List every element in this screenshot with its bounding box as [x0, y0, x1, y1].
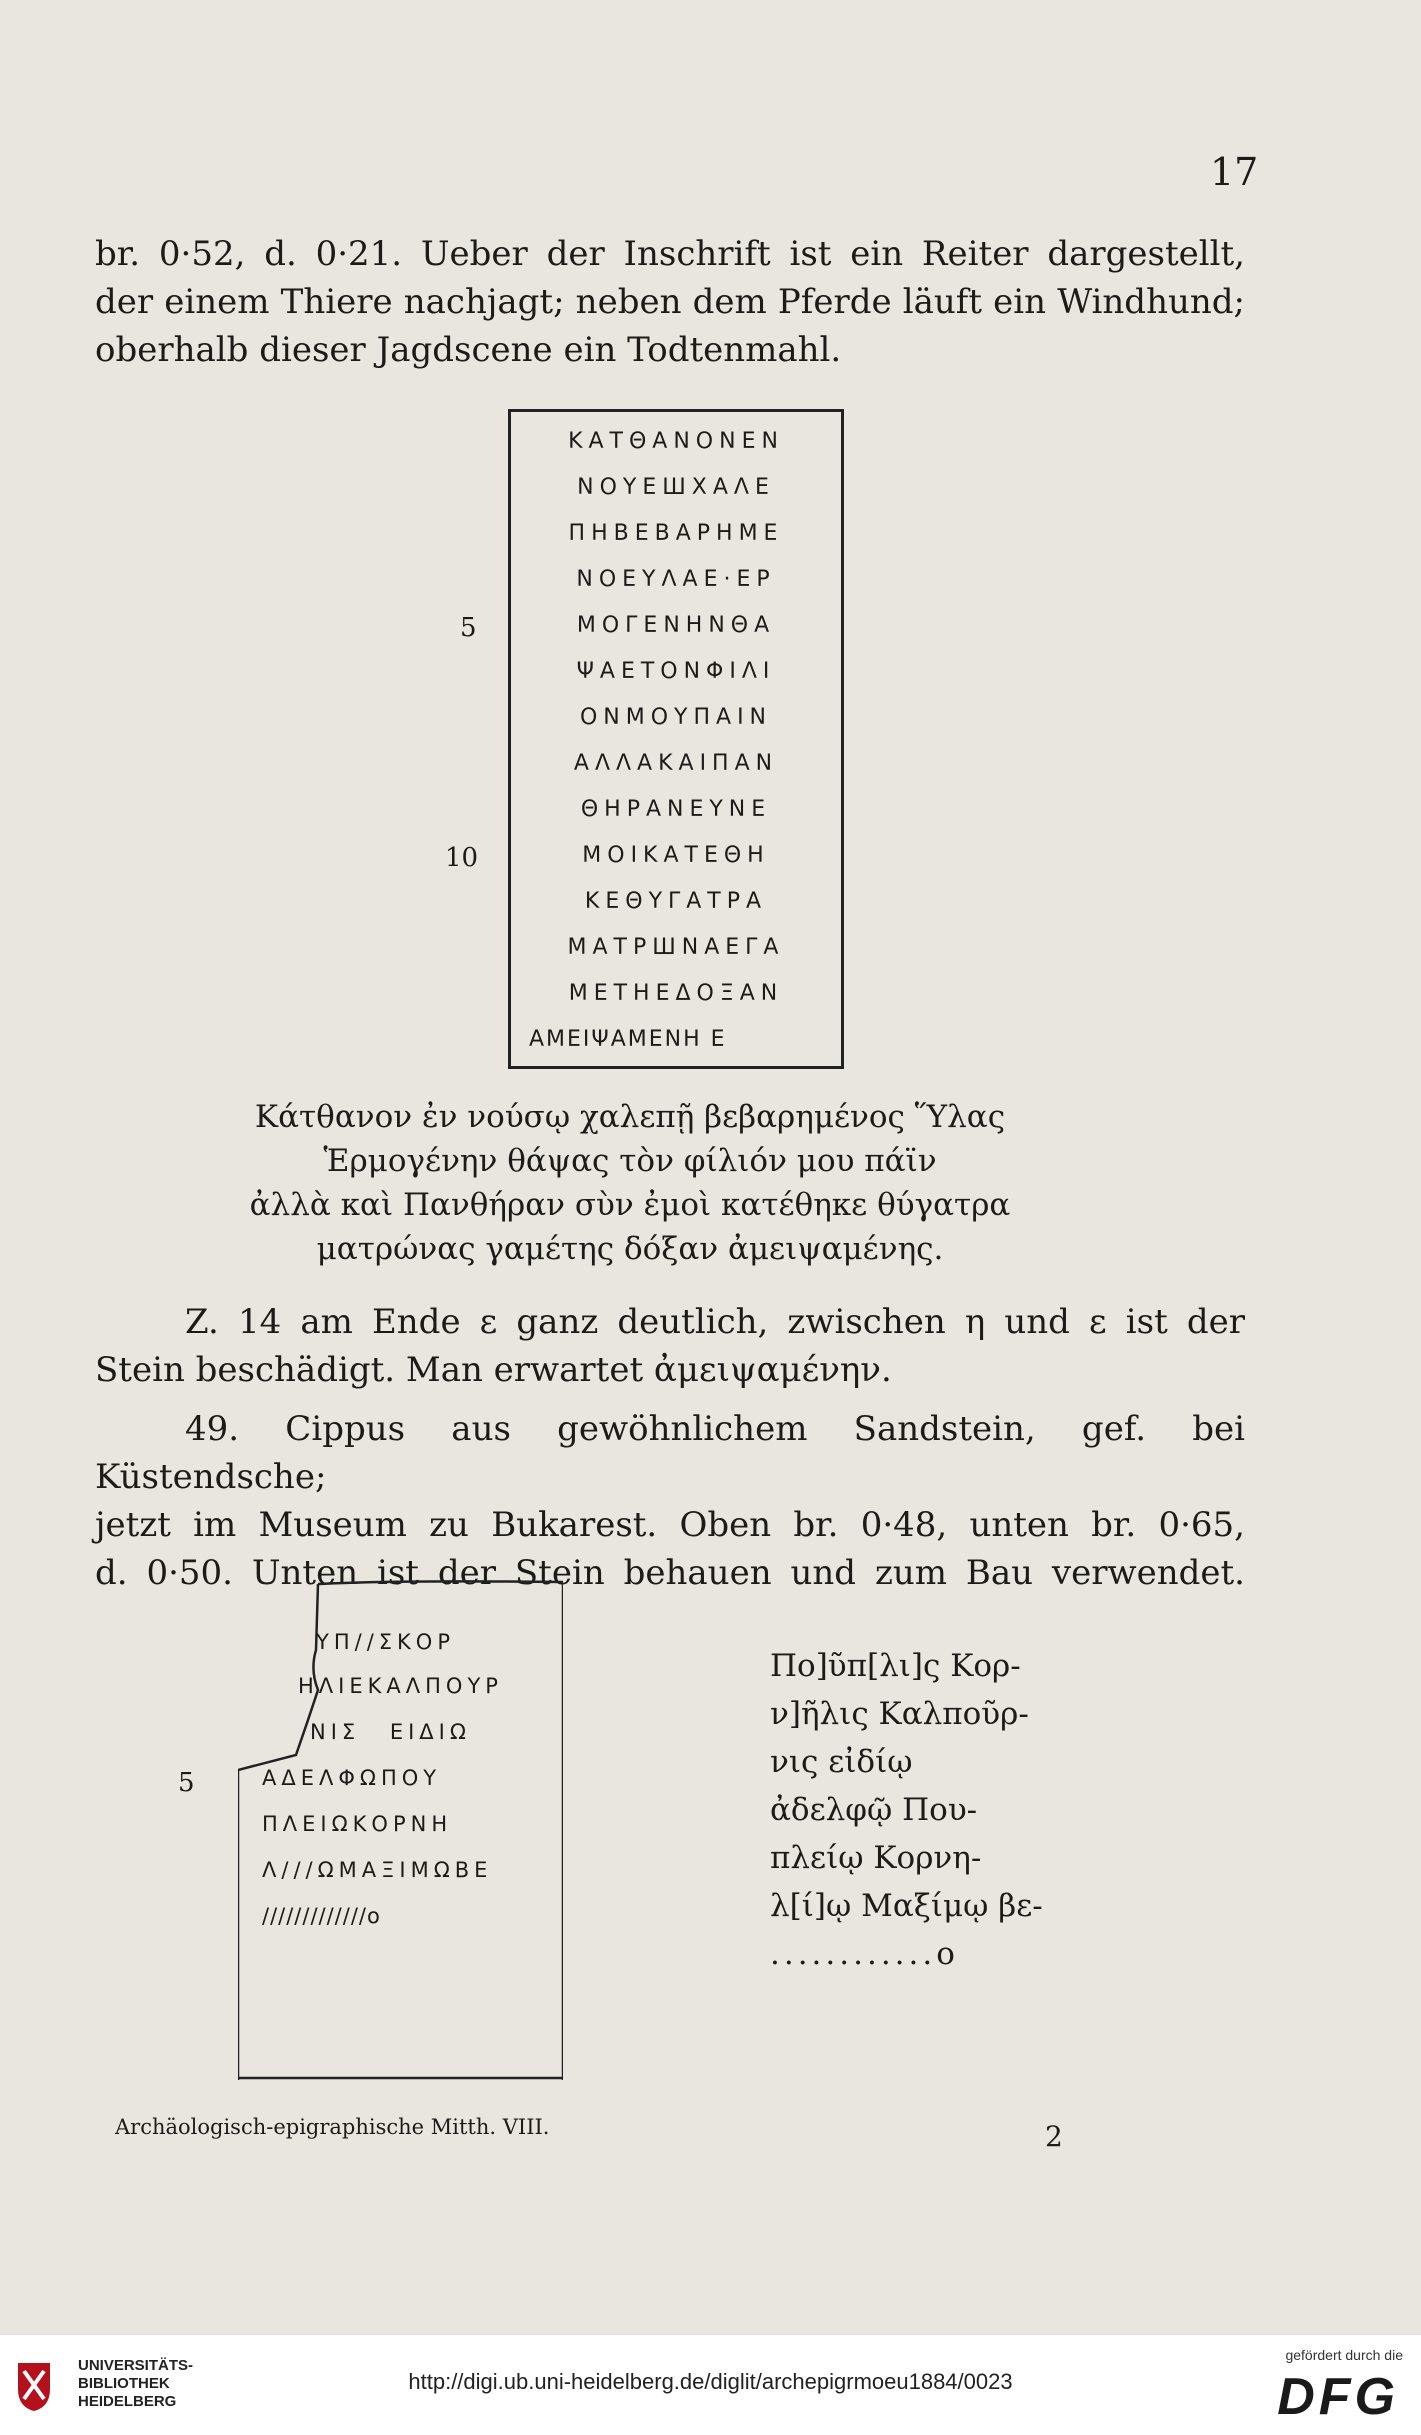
- paragraph-line: d. 0·50. Unten ist der Stein behauen und zum Bau verwendet.: [95, 1553, 1245, 1593]
- transcription-line: λ[ί]ῳ Μαξίμῳ βε-: [770, 1888, 1043, 1924]
- inscription-line: ΜΟΙΚΑΤΕΘΗ: [582, 843, 770, 868]
- inscription-line: ΨΑΕΤΟΝΦΙΛΙ: [576, 659, 776, 684]
- inscription-box-1: [508, 409, 844, 1069]
- inscription-line: ΝΟΕΥΛΑΕ·ΕΡ: [576, 567, 776, 592]
- paragraph-line: 49. Cippus aus gewöhnlichem Sandstein, gef. bei Küstendsche;: [95, 1409, 1245, 1497]
- greek-verse-line: ματρώνας γαμέτης δόξαν ἀμειψαμένης.: [316, 1231, 944, 1267]
- inscription-line: /////////////ο: [262, 1904, 381, 1928]
- inscription-line: ΜΕΤΗΕΔΟΞΑΝ: [568, 981, 784, 1006]
- entry-49-paragraph: [95, 1405, 1245, 1597]
- inscription-line: ΑΛΛΑΚΑΙΠΑΝ: [573, 751, 779, 776]
- permalink-url[interactable]: http://digi.ub.uni-heidelberg.de/diglit/archepigrmoeu1884/0023: [408, 2369, 1013, 2394]
- line-number: 5: [178, 1768, 195, 1798]
- transcription-line: Πο]ῦπ[λι]ς Κορ-: [770, 1648, 1021, 1684]
- line-number: 10: [445, 843, 479, 873]
- transcription-line: νις εἰδίῳ: [770, 1744, 913, 1780]
- inscription-line: ΠΛΕΙΩΚΟΡΝΗ: [262, 1812, 453, 1836]
- greek-verse-line: Ἑρμογένην θάψας τὸν φίλιόν μου πάϊν: [323, 1143, 937, 1179]
- viewer-footer-bar: [0, 2334, 1421, 2435]
- greek-verse-line: ἀλλὰ καὶ Πανθήραν σὺν ἐμοὶ κατέθηκε θύγατρα: [249, 1187, 1011, 1223]
- institution-line: BIBLIOTHEK: [78, 2375, 170, 2392]
- paragraph-line: Stein beschädigt. Man erwartet ἀμειψαμένην.: [95, 1350, 892, 1390]
- inscription-line: ΜΑΤΡШΝΑΕΓΑ: [567, 935, 785, 960]
- inscription-box-2: [238, 1580, 563, 2080]
- paragraph-line: jetzt im Museum zu Bukarest. Oben br. 0·48, unten br. 0·65,: [95, 1505, 1245, 1545]
- funded-by-label: gefördert durch die: [1285, 2347, 1403, 2363]
- intro-paragraph: [95, 230, 1245, 374]
- paragraph-line: oberhalb dieser Jagdscene ein Todtenmahl.: [95, 330, 842, 370]
- inscription-line: ΑΜΕΙΨΑΜΕΝΗ Ε: [529, 1027, 727, 1052]
- inscription-line: ΚΑΤΘΑΝΟΝΕΝ: [568, 429, 784, 454]
- signature-mark: 2: [1045, 2120, 1063, 2153]
- inscription-line: ΝΙΣ ΕΙΔΙΩ: [310, 1720, 471, 1744]
- inscription-line: ΗΛΙΕΚΑΛΠΟΥΡ: [298, 1674, 503, 1698]
- inscription-line: ΑΔΕΛΦΩΠΟΥ: [262, 1766, 442, 1790]
- dfg-logo: DFG: [1277, 2368, 1399, 2426]
- inscription-line: ΥΠ//ΣΚΟΡ: [316, 1630, 456, 1654]
- inscription-line: ΝΟΥΕШΧΑΛΕ: [577, 475, 775, 500]
- inscription-line: Λ///ΩΜΑΞΙΜΩΒΕ: [262, 1858, 493, 1882]
- journal-footer: Archäologisch-epigraphische Mitth. VIII.: [115, 2115, 550, 2139]
- inscription-top-rule: [511, 409, 841, 412]
- page-number: 17: [1210, 150, 1259, 194]
- transcription-line: ἀδελφῷ Που-: [770, 1792, 978, 1828]
- transcription-line: ............ο: [770, 1936, 959, 1972]
- note-paragraph: [95, 1298, 1245, 1394]
- inscription-bottom-rule: [511, 1066, 841, 1069]
- transcription-line: ν]ῆλις Καλποῦρ-: [770, 1696, 1029, 1732]
- institution-line: UNIVERSITÄTS-: [78, 2357, 194, 2374]
- line-number: 5: [460, 613, 477, 643]
- transcription-line: πλείῳ Κορνη-: [770, 1840, 982, 1876]
- inscription-line: ΜΟΓΕΝΗΝΘΑ: [576, 613, 776, 638]
- greek-verse-line: Κάτθανον ἐν νούσῳ χαλεπῇ βεβαρημένος Ὕλας: [254, 1099, 1006, 1135]
- inscription-line: ΘΗΡΑΝΕΥΝΕ: [580, 797, 772, 822]
- paragraph-line: der einem Thiere nachjagt; neben dem Pferde läuft ein Windhund;: [95, 282, 1245, 322]
- paragraph-line: br. 0·52, d. 0·21. Ueber der Inschrift ist ein Reiter dargestellt,: [95, 234, 1245, 274]
- institution-line: HEIDELBERG: [78, 2393, 177, 2410]
- inscription-line: ΚΕΘΥΓΑΤΡΑ: [584, 889, 768, 914]
- paragraph-line: Z. 14 am Ende ε ganz deutlich, zwischen η und ε ist der: [185, 1302, 1245, 1342]
- inscription-line: ΠΗΒΕΒΑΡΗΜΕ: [568, 521, 784, 546]
- inscription-line: ΟΝΜΟΥΠΑΙΝ: [579, 705, 773, 730]
